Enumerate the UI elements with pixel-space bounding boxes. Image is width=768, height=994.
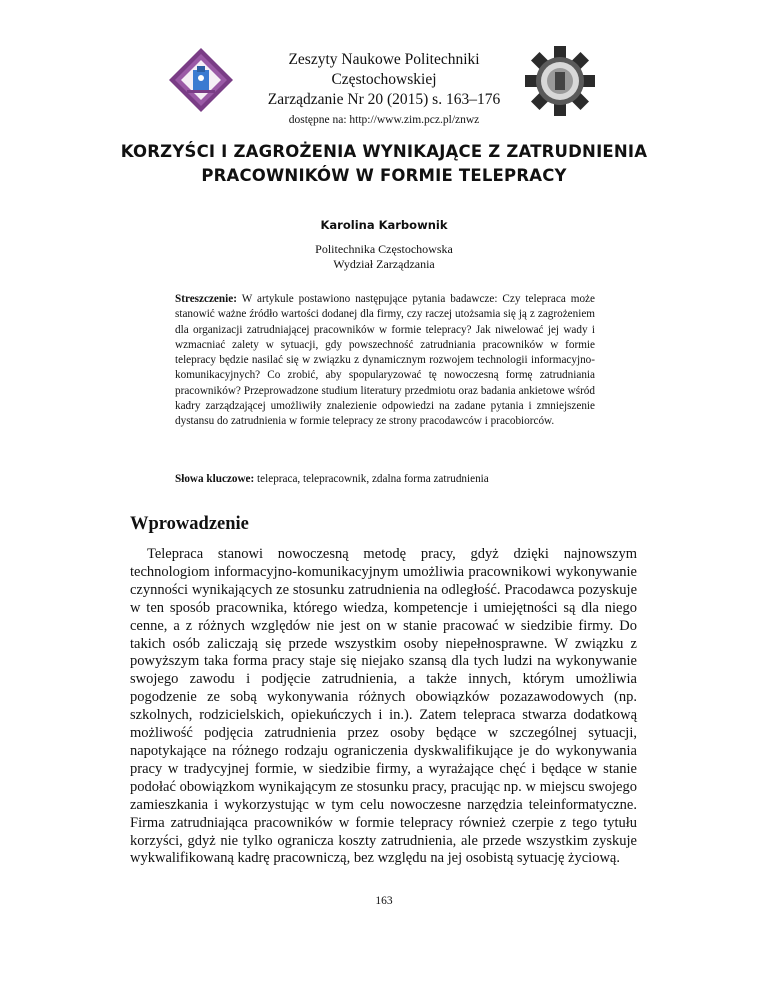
keywords-text: telepraca, telepracownik, zdalna forma zatrudnienia [254,473,489,485]
page-number: 163 [375,895,393,907]
page-header [0,32,768,126]
abstract-text: W artykule postawiono następujące pytania badawcze: Czy telepraca może stanowić ważne źródło wartości dodanej dla firmy, czy raczej utożsamia się ją z zagrożeniem dla organizacji zatrudniającej pracowników w formie telepracy? Jak niwelować jej wady i wzmacniać zalety w sytuacji, gdy powszechność zatrudniania pracowników w formie telepracy będzie nasilać się w związku z dynamicznym rozwojem technologii informacyjno-komunikacyjnych? Co zrobić, aby spopularyzować tę nowoczesną formę zatrudniania pracowników? Przeprowadzone studium literatury przedmiotu oraz badania ankietowe wśród kadry zarządzającej umożliwiły znalezienie odpowiedzi na zadane pytania i zmniejszenie dystansu do zatrudnienia w formie telepracy ze strony pracodawców i pracobiorców. [175,293,595,428]
body-text [130,546,637,868]
keywords-label: Słowa kluczowe: [175,473,255,485]
abstract-label: Streszczenie: [175,293,237,305]
affiliation-institution: Politechnika Częstochowska [315,242,453,256]
author-name: Karolina Karbownik [320,218,448,232]
section-heading: Wprowadzenie [130,514,249,534]
keywords [175,472,595,487]
author-affiliation [0,242,768,272]
journal-issue: Zarządzanie Nr 20 (2015) s. 163–176 [267,91,501,108]
journal-info [240,50,528,128]
university-emblem-icon [523,44,597,118]
faculty-logo-icon [167,46,235,114]
journal-availability: dostępne na: http://www.zim.pcz.pl/znwz [288,114,480,126]
article-title-line: KORZYŚCI I ZAGROŻENIA WYNIKAJĄCE Z ZATRUDNIENIA [120,142,648,161]
journal-name: Zeszyty Naukowe Politechniki Częstochowskiej [288,51,480,88]
abstract [175,292,595,430]
body-paragraph: Telepraca stanowi nowoczesną metodę pracy, gdyż dzięki najnowszym technologiom informacyjno-komunikacyjnym umożliwia pracownikowi wykonywanie czynności wynikających ze stosunku zatrudnienia na odległość. Pracodawca pozyskuje w ten sposób pracownika, którego wiedza, kompetencje i umiejętności są dla niego cenne, a z różnych względów nie jest on w stanie pracować w siedzibie firmy. Do takich osób zaliczają się przede wszystkim osoby niepełnosprawne. W związku z powyższym taka forma pracy staje się niejako szansą dla tych ludzi na wykonywanie swojego zawodu i podjęcie zatrudnienia, a także innych, którym umożliwia pogodzenie ze sobą wykonywania różnych obowiązków pozazawodowych (np. szkolnych, rodzicielskich, opiekuńczych i in.). Zatem telepraca stwarza dodatkową możliwość podjęcia zatrudnienia przez osoby będące w szczególnej sytuacji, napotykające na różnego rodzaju ograniczenia dyskwalifikujące je do wykonywania pracy w tradycyjnej formie, w siedzibie firmy, a wyrażające chęć i będące w stanie podołać obowiązkom wynikającym ze stosunku pracy, pracując np. w miejscu swojego zamieszkania i wykorzystując w tym celu nowoczesne narzędzia teleinformatyczne. Firma zatrudniająca pracowników w formie telepracy również czerpie z tego tytułu korzyści, gdyż nie tylko ogranicza koszty zatrudnienia, ale przede wszystkim zyskuje wykwalifikowaną kadrę pracowniczą, bez względu na jej osobistą sytuację życiową. [130,546,637,867]
article-title-line: PRACOWNIKÓW W FORMIE TELEPRACY [201,166,567,185]
affiliation-department: Wydział Zarządzania [333,257,435,271]
article-title [80,140,688,188]
